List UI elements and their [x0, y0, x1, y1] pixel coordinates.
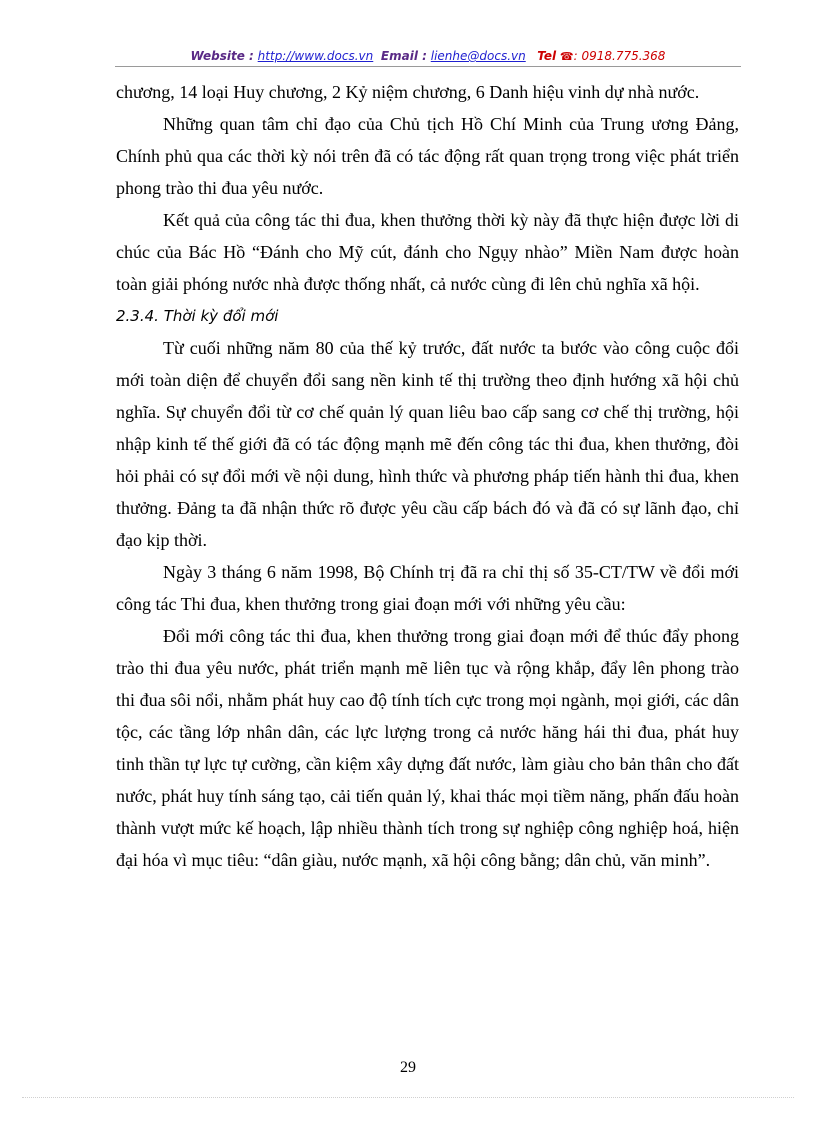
document-body: [116, 76, 739, 876]
website-label: Website :: [190, 49, 254, 63]
page-number: 29: [400, 1059, 416, 1076]
paragraph: Những quan tâm chỉ đạo của Chủ tịch Hồ Chí Minh của Trung ương Đảng, Chính phủ qua các thời kỳ nói trên đã có tác động rất quan trọng trong việc phát triển phong trào thi đua yêu nước.: [116, 114, 739, 198]
page-divider: [22, 1097, 794, 1098]
email-label: Email :: [380, 49, 427, 63]
email-link[interactable]: lienhe@docs.vn: [430, 49, 526, 63]
paragraph: Ngày 3 tháng 6 năm 1998, Bộ Chính trị đã ra chỉ thị số 35-CT/TW về đổi mới công tác Thi đua, khen thưởng trong giai đoạn mới với những yêu cầu:: [116, 562, 739, 614]
paragraph: Từ cuối những năm 80 của thế kỷ trước, đất nước ta bước vào công cuộc đổi mới toàn diện để chuyển đổi sang nền kinh tế thị trường theo định hướng xã hội chủ nghĩa. Sự chuyển đổi từ cơ chế quản lý quan liêu bao cấp sang cơ chế thị trường, hội nhập kinh tế thế giới đã có tác động mạnh mẽ đến công tác thi đua, khen thưởng, đòi hỏi phải có sự đổi mới về nội dung, hình thức và phương pháp tiến hành thi đua, khen thưởng. Đảng ta đã nhận thức rõ được yêu cầu cấp bách đó và đã có sự lãnh đạo, chỉ đạo kịp thời.: [116, 338, 739, 550]
tel-number: : 0918.775.368: [573, 49, 666, 63]
page-header: [115, 46, 741, 67]
tel-label: Tel: [537, 49, 557, 63]
phone-icon: ☎: [559, 50, 574, 63]
paragraph-continuation: chương, 14 loại Huy chương, 2 Kỷ niệm chương, 6 Danh hiệu vinh dự nhà nước.: [116, 82, 700, 102]
section-heading: 2.3.4. Thời kỳ đổi mới: [116, 307, 279, 325]
paragraph: Đổi mới công tác thi đua, khen thưởng trong giai đoạn mới để thúc đẩy phong trào thi đua yêu nước, phát triển mạnh mẽ liên tục và rộng khắp, đẩy lên phong trào thi đua sôi nổi, nhằm phát huy cao độ tính tích cực trong mọi ngành, mọi giới, các dân tộc, các tầng lớp nhân dân, các lực lượng trong cả nước hăng hái thi đua, phát huy tinh thần tự lực tự cường, cần kiệm xây dựng đất nước, làm giàu cho bản thân cho đất nước, phát huy tính sáng tạo, cải tiến quản lý, khai thác mọi tiềm năng, phấn đấu hoàn thành vượt mức kế hoạch, lập nhiều thành tích trong sự nghiệp công nghiệp hoá, hiện đại hóa vì mục tiêu: “dân giàu, nước mạnh, xã hội công bằng; dân chủ, văn minh”.: [116, 626, 739, 870]
website-link[interactable]: http://www.docs.vn: [257, 49, 374, 63]
paragraph: Kết quả của công tác thi đua, khen thưởng thời kỳ này đã thực hiện được lời di chúc của Bác Hồ “Đánh cho Mỹ cút, đánh cho Ngụy nhào” Miền Nam được hoàn toàn giải phóng nước nhà được thống nhất, cả nước cùng đi lên chủ nghĩa xã hội.: [116, 210, 739, 294]
